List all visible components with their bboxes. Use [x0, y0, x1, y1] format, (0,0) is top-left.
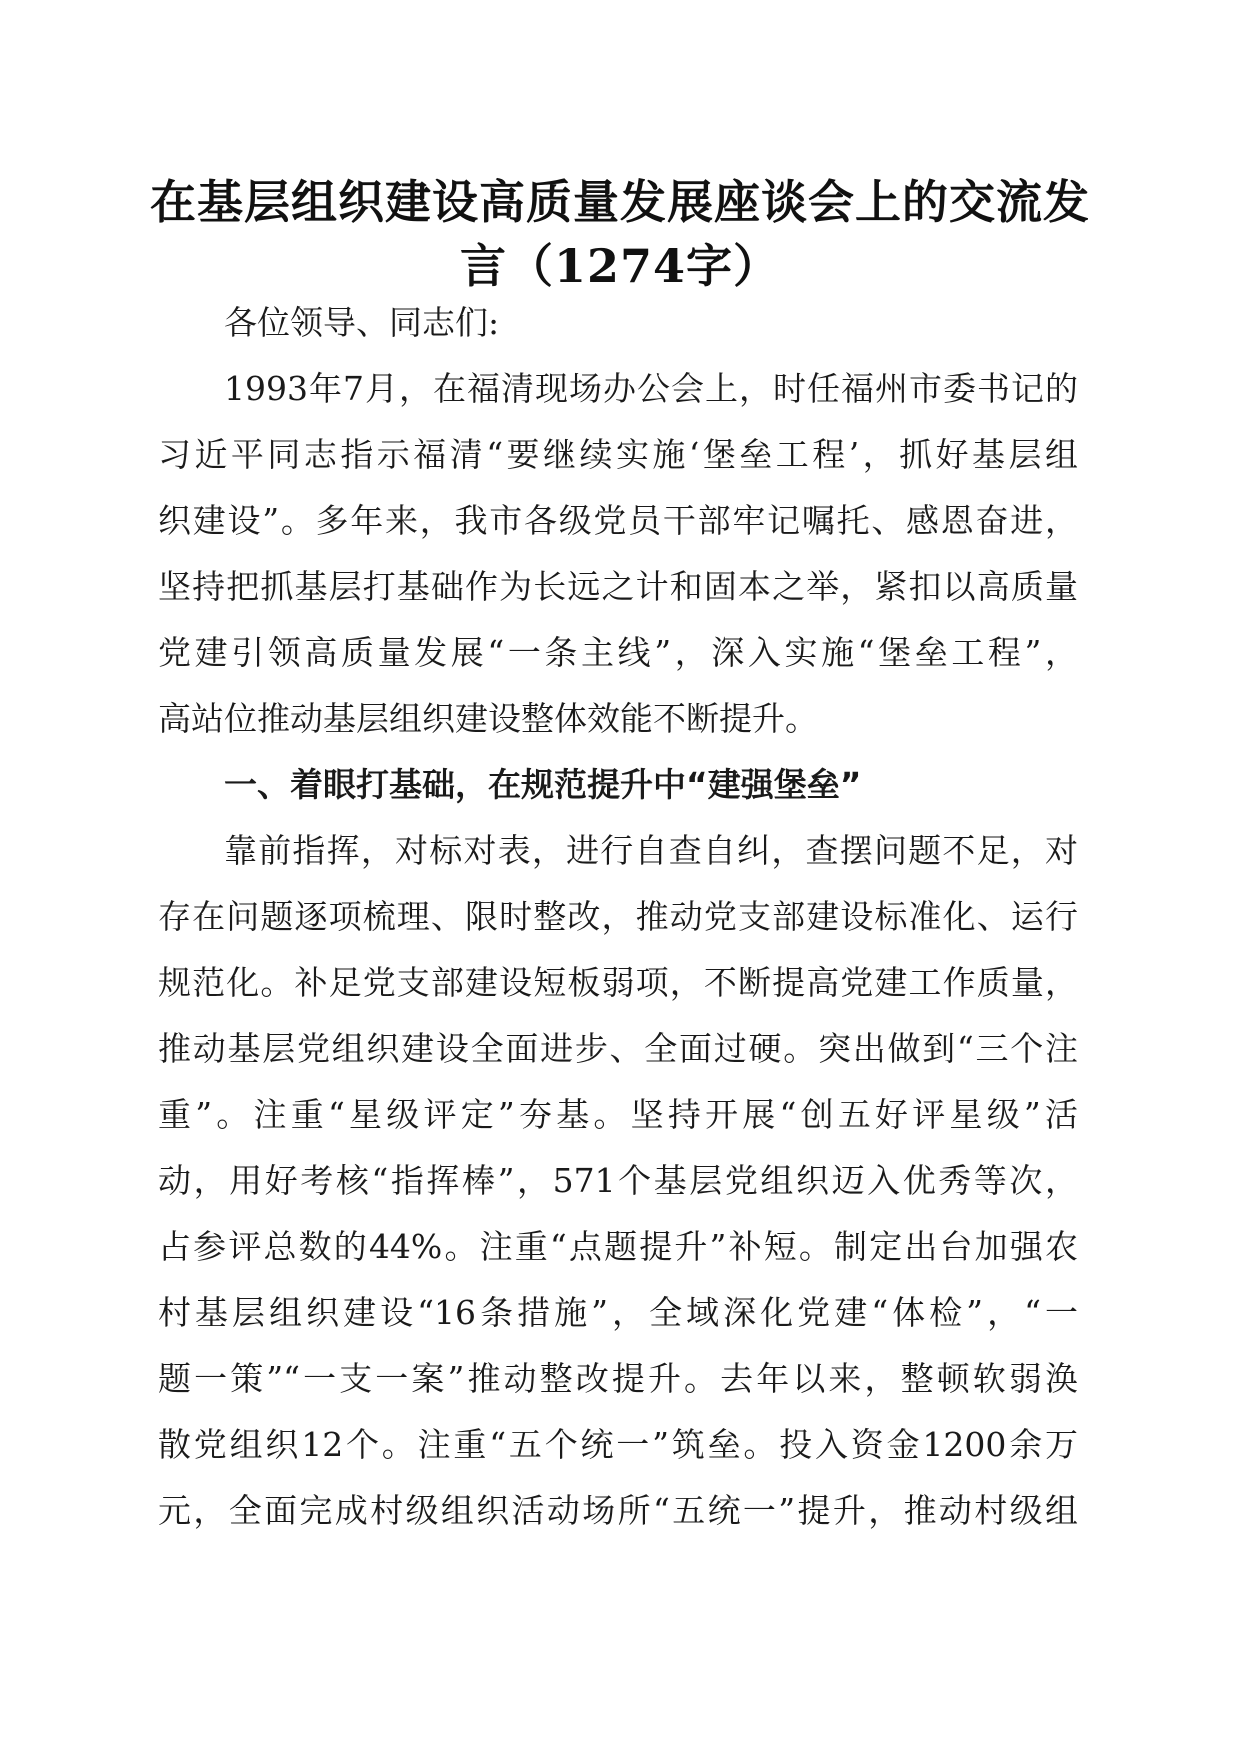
paragraph1-line: 习近平同志指示福清“要继续实施‘堡垒工程’，抓好基层组	[158, 435, 1078, 474]
title-line-1: 在基层组织建设高质量发展座谈会上的交流发	[150, 175, 1090, 229]
paragraph2-line: 元，全面完成村级组织活动场所“五统一”提升，推动村级组	[158, 1491, 1078, 1530]
paragraph2-line: 靠前指挥，对标对表，进行自查自纠，查摆问题不足，对	[224, 831, 1078, 870]
title-line-2: 言（1274字）	[459, 239, 781, 293]
paragraph2-line: 散党组织12个。注重“五个统一”筑垒。投入资金1200余万	[158, 1425, 1078, 1464]
paragraph2-line: 推动基层党组织建设全面进步、全面过硬。突出做到“三个注	[158, 1029, 1078, 1068]
document-title	[150, 170, 1090, 298]
paragraph1-line: 党建引领高质量发展“一条主线”，深入实施“堡垒工程”，	[158, 633, 1078, 672]
paragraph2-line: 动，用好考核“指挥棒”，571个基层党组织迈入优秀等次，	[158, 1161, 1078, 1200]
paragraph2-line: 占参评总数的44%。注重“点题提升”补短。制定出台加强农	[158, 1227, 1078, 1266]
paragraph2-line: 规范化。补足党支部建设短板弱项，不断提高党建工作质量，	[158, 963, 1078, 1002]
paragraph2-line: 存在问题逐项梳理、限时整改，推动党支部建设标准化、运行	[158, 897, 1078, 936]
paragraph1-line: 织建设”。多年来，我市各级党员干部牢记嘱托、感恩奋进，	[158, 501, 1078, 540]
paragraph2-line: 村基层组织建设“16条措施”，全域深化党建“体检”，“一	[158, 1293, 1078, 1332]
paragraph2-line: 重”。注重“星级评定”夯基。坚持开展“创五好评星级”活	[158, 1095, 1078, 1134]
section-heading: 一、着眼打基础，在规范提升中“建强堡垒”	[224, 765, 862, 804]
paragraph2-line: 题一策”“一支一案”推动整改提升。去年以来，整顿软弱涣	[158, 1359, 1078, 1398]
salutation: 各位领导、同志们:	[224, 303, 500, 342]
paragraph1-line: 1993年7月，在福清现场办公会上，时任福州市委书记的	[224, 369, 1078, 408]
paragraph1-line: 高站位推动基层组织建设整体效能不断提升。	[158, 699, 818, 738]
paragraph1-line: 坚持把抓基层打基础作为长远之计和固本之举，紧扣以高质量	[158, 567, 1078, 606]
